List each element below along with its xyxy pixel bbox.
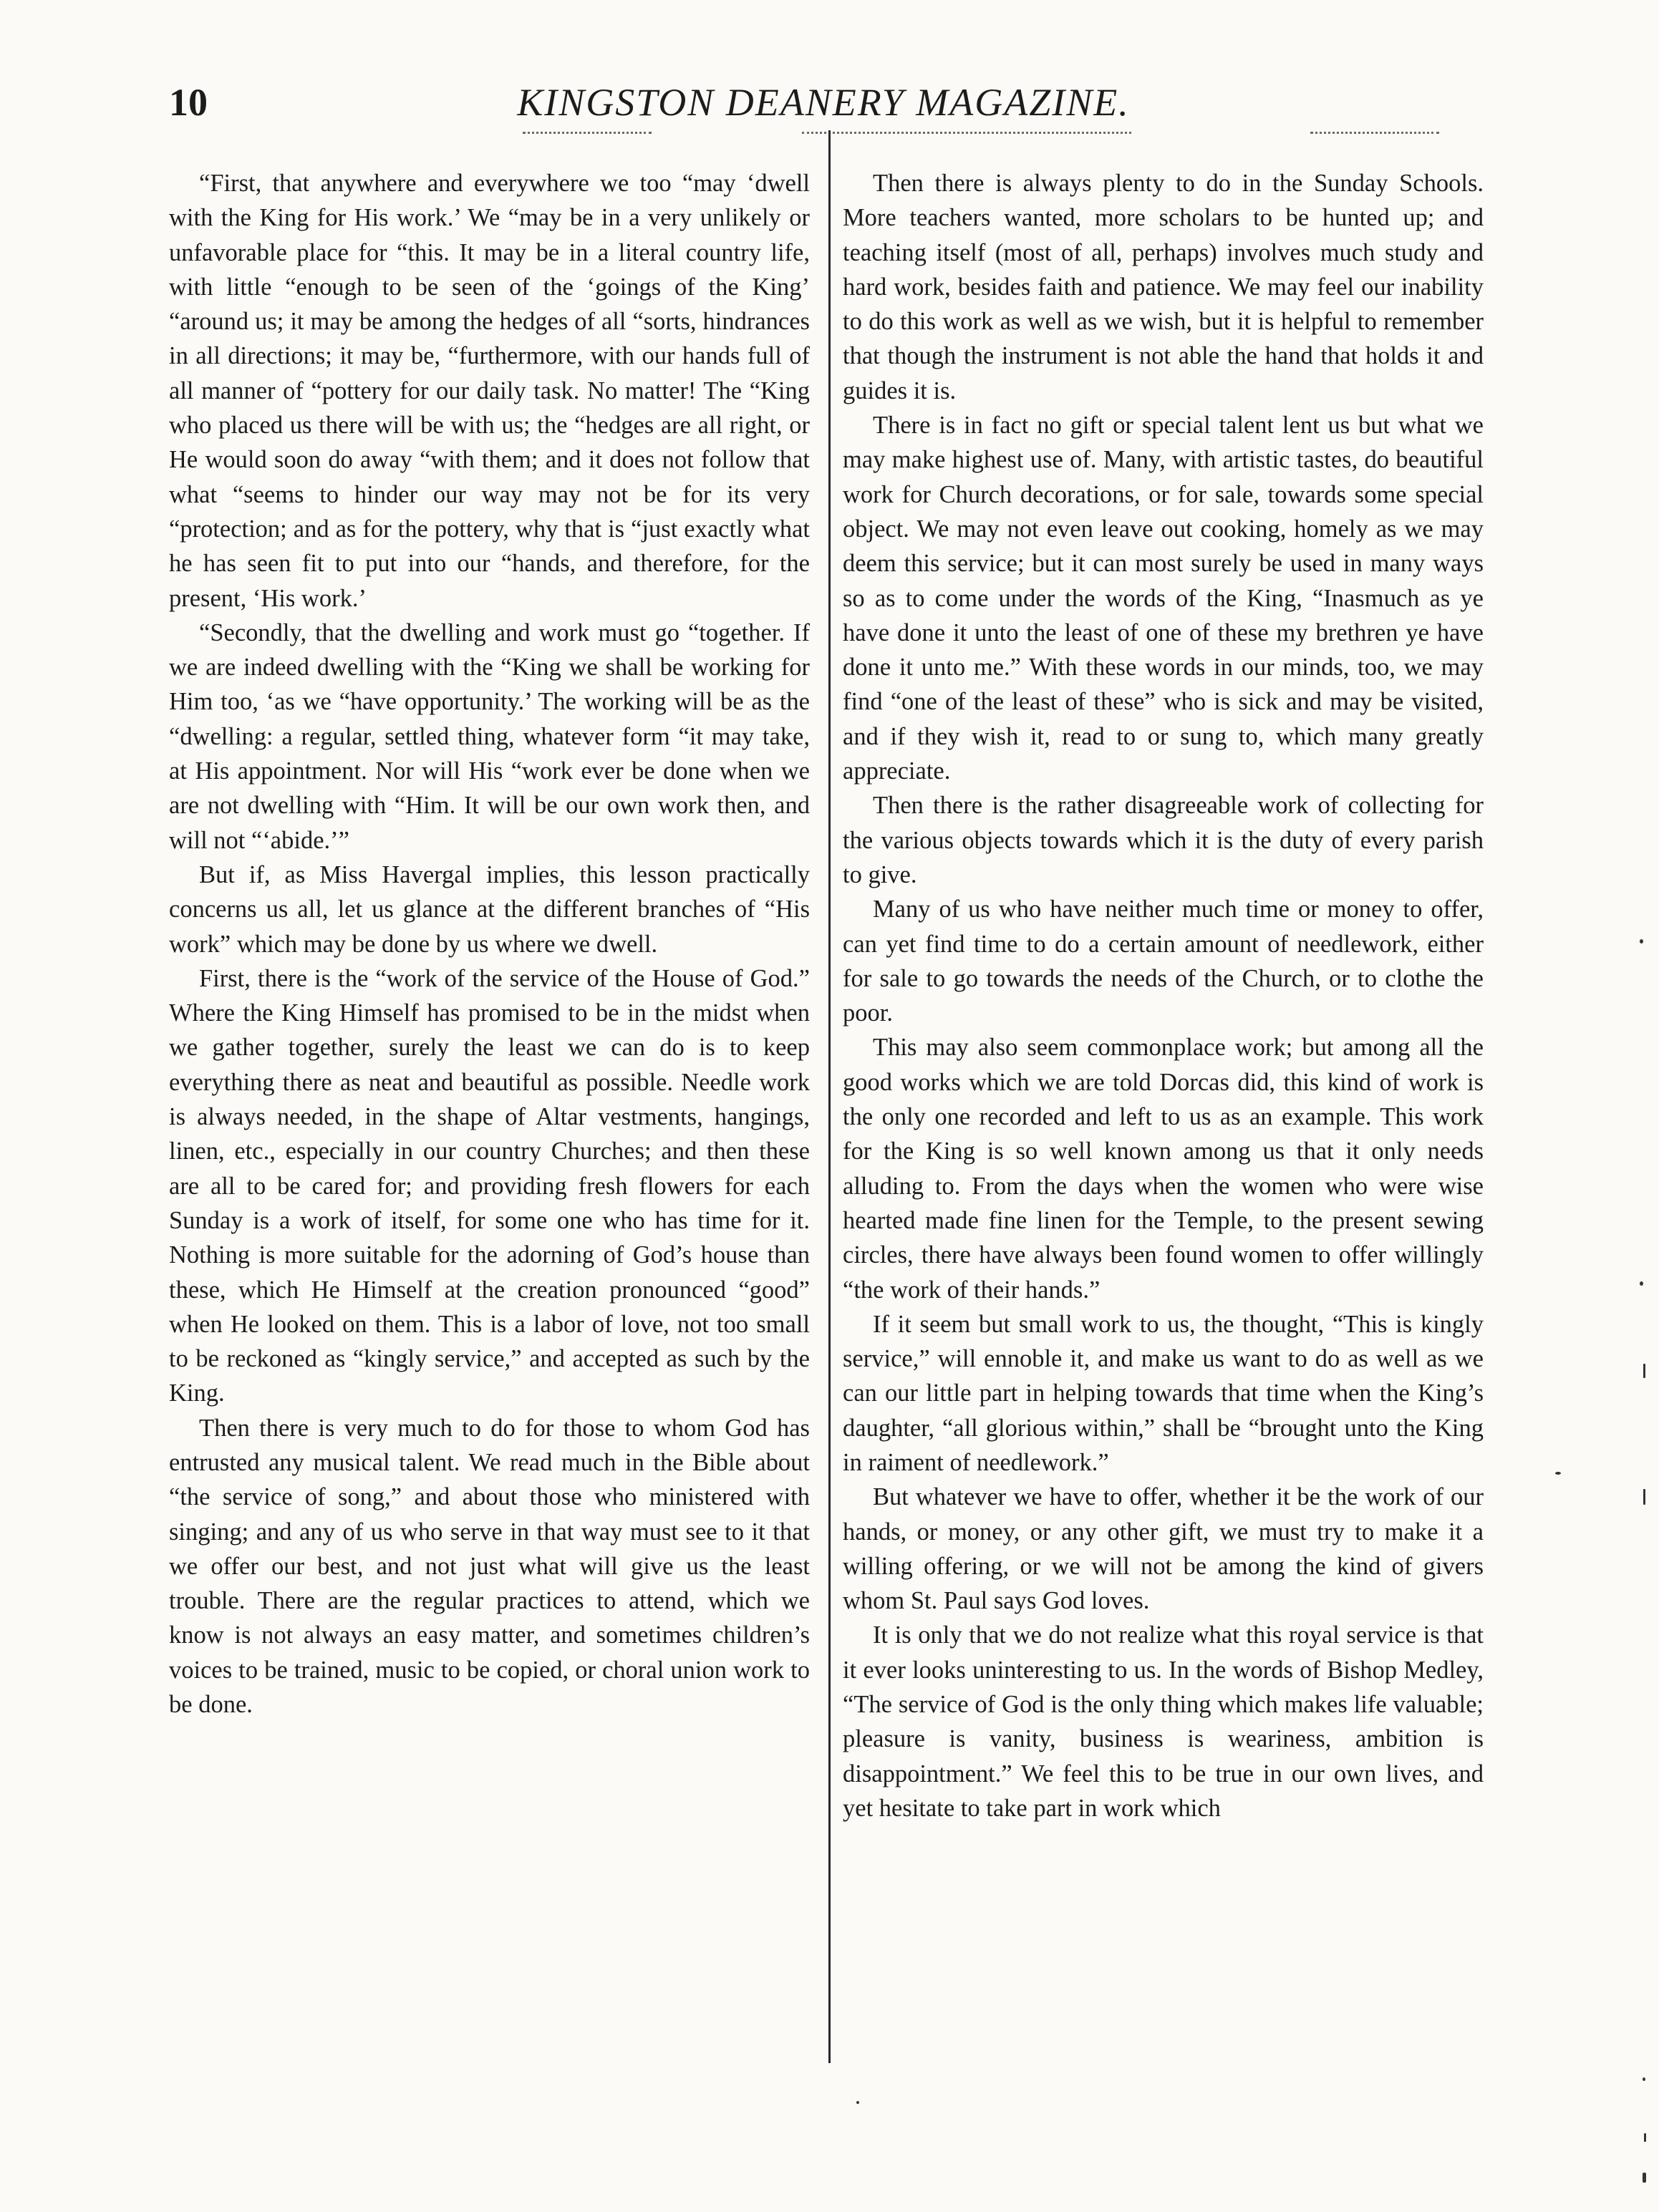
scan-speck xyxy=(1640,939,1643,944)
scan-speck xyxy=(1643,2173,1646,2183)
paragraph: But if, as Miss Havergal implies, this lesson practically concerns us all, let us glance at the different branches of “His work” which may be done by us where we dwell. xyxy=(169,860,810,958)
column-divider xyxy=(828,130,831,2063)
page-number: 10 xyxy=(169,81,208,124)
scan-speck xyxy=(856,2101,859,2104)
right-column xyxy=(843,166,1484,1825)
paragraph: But whatever we have to offer, whether it be the work of our hands, or money, or any other gift, we must try to make it a willing offering, or we will not be among the kind of givers whom St. Paul says God loves. xyxy=(843,1483,1484,1615)
paragraph: This may also seem commonplace work; but among all the good works which we are told Dorcas did, this kind of work is the only one recorded and left to us as an example. This work for the King is so well known among us that it only needs alluding to. From the days when the women who were wise hearted made fine linen for the Temple, to the present sewing circles, there have always been found women to offer willingly “the work of their hands.” xyxy=(843,1034,1484,1304)
paragraph: Then there is always plenty to do in the Sunday Schools. More teachers wanted, more scholars to be hunted up; and teaching itself (most of all, perhaps) involves much study and hard work, besides faith and patience. We may feel our inability to do this work as well as we wish, but it is helpful to remember that though the instrument is not able the hand that holds it and guides it is. xyxy=(843,170,1484,404)
scan-speck xyxy=(1643,2077,1645,2081)
paragraph: If it seem but small work to us, the thought, “This is kingly service,” will ennoble it, and make us want to do as well as we can our little part in helping towards that time when the King’s daughter, “all glorious within,” shall be “brought unto the King in raiment of needlework.” xyxy=(843,1310,1484,1476)
scan-speck xyxy=(1644,2133,1646,2142)
scan-speck xyxy=(1643,1364,1645,1378)
header-rule-left xyxy=(523,132,652,134)
paragraph: It is only that we do not realize what this royal service is that it ever looks uninteresting to us. In the words of Bishop Medley, “The service of God is the only thing which makes life valuable; pleasure is vanity, business is weariness, ambition is disappointment.” We feel this to be true in our own lives, and yet hesitate to take part in work which xyxy=(843,1621,1484,1822)
paragraph: There is in fact no gift or special talent lent us but what we may make highest use of. Many, with artistic tastes, do beautiful work for Church decorations, or for sale, towards some special object. We may not even leave out cooking, homely as we may deem this service; but it can most surely be used in many ways so as to come under the words of the King, “Inasmuch as ye have done it unto the least of one of these my brethren ye have done it unto me.” With these words in our minds, too, we may find “one of the least of these” who is sick and may be visited, and if they wish it, read to or sung to, which many greatly appreciate. xyxy=(843,412,1484,785)
paragraph: Many of us who have neither much time or money to offer, can yet find time to do a certain amount of needlework, either for sale to go towards the needs of the Church, or to clothe the poor. xyxy=(843,896,1484,1027)
paragraph: “Secondly, that the dwelling and work must go “together. If we are indeed dwelling with the “King we shall be working for Him too, ‘as we “have opportunity.’ The working will be as the “dwelling: a regular, settled thing, whatever form “it may take, at His appointment. Nor will His “work ever be done when we are not dwelling with “Him. It will be our own work then, and will not “‘abide.’” xyxy=(169,619,810,854)
paragraph: Then there is very much to do for those to whom God has entrusted any musical talent. We read much in the Bible about “the service of song,” and about those who ministered with singing; and any of us who serve in that way must see to it that we offer our best, and not just what will give us the least trouble. There are the regular practices to attend, which we know is not always an easy matter, and sometimes children’s voices to be trained, music to be copied, or choral union work to be done. xyxy=(169,1414,810,1719)
paragraph: First, there is the “work of the service of the House of God.” Where the King Himself has promised to be in the midst when we gather together, surely the least we can do is to keep everything there as neat and beautiful as possible. Needle work is always needed, in the shape of Altar vestments, hangings, linen, etc., especially in our country Churches; and then these are all to be cared for; and providing fresh flowers for each Sunday is a work of itself, for some one who has time for it. Nothing is more suitable for the adorning of God’s house than these, which He Himself at the creation pronounced “good” when He looked on them. This is a labor of love, not too small to be reckoned as “kingly service,” and accepted as such by the King. xyxy=(169,964,810,1407)
running-title: KINGSTON DEANERY MAGAZINE. xyxy=(517,81,1130,124)
paragraph: Then there is the rather disagreeable work of collecting for the various objects towards which it is the duty of every parish to give. xyxy=(843,792,1484,888)
header-rule-right xyxy=(1310,132,1439,134)
header-rule-center xyxy=(802,132,1131,134)
paragraph: “First, that anywhere and everywhere we too “may ‘dwell with the King for His work.’ We “may be in a very unlikely or unfavorable place for “this. It may be in a literal country life, with little “enough to be seen of the ‘goings of the King’ “around us; it may be among the hedges of all “sorts, hindrances in all directions; it may be, “furthermore, with our hands full of all manner of “pottery for our daily task. No matter! The “King who placed us there will be with us; the “hedges are all right, or He would soon do away “with them; and it does not follow that what “seems to hinder our way may not be for its very “protection; and as for the pottery, why that is “just exactly what he has seen fit to put into our “hands, and therefore, for the present, ‘His work.’ xyxy=(169,170,810,612)
left-column xyxy=(169,166,810,1722)
scan-speck xyxy=(1555,1472,1561,1475)
scan-speck xyxy=(1643,1489,1645,1505)
scan-speck xyxy=(1640,1281,1643,1286)
